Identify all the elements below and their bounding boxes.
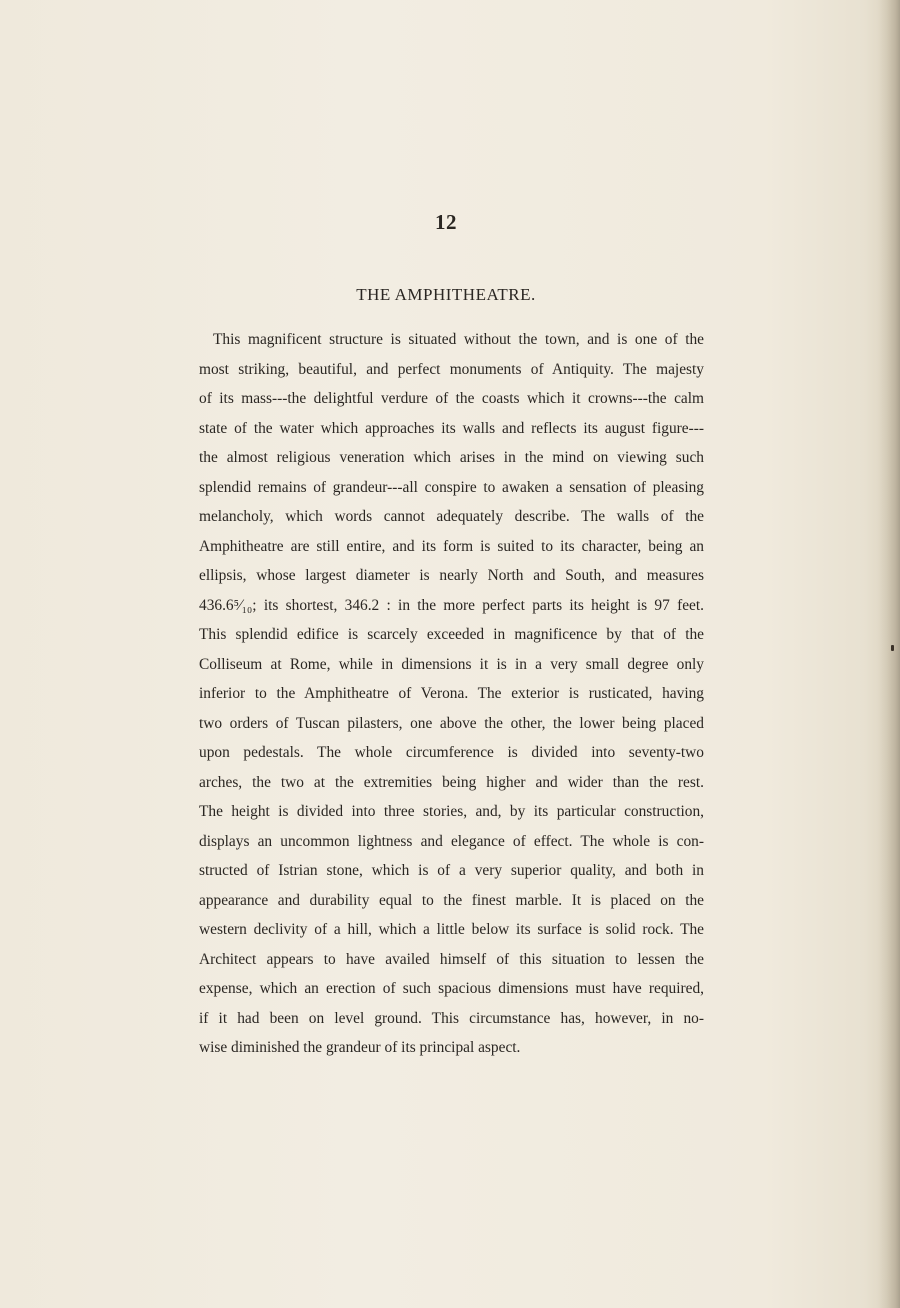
text-line: Amphitheatre are still entire, and its form is suited to its character, being an: [199, 537, 704, 555]
text-line: state of the water which approaches its walls and reflects its august figure---: [199, 419, 704, 437]
text-line: Architect appears to have availed himself of this situation to lessen the: [199, 950, 704, 968]
text-line: of its mass---the delightful verdure of the coasts which it crowns---the calm: [199, 390, 704, 407]
text-line: two orders of Tuscan pilasters, one above the other, the lower being placed: [199, 714, 704, 732]
text-line: western declivity of a hill, which a little below its surface is solid rock. The: [199, 921, 704, 938]
chapter-title: THE AMPHITHEATRE.: [356, 285, 536, 304]
text-line: The height is divided into three stories, and, by its particular construction,: [199, 803, 704, 820]
text-line: if it had been on level ground. This circumstance has, however, in no-: [199, 1009, 704, 1027]
text-line: expense, which an erection of such spacious dimensions must have required,: [199, 980, 704, 997]
text-line: melancholy, which words cannot adequately describe. The walls of the: [199, 508, 704, 525]
text-line: splendid remains of grandeur---all conspire to awaken a sensation of pleasing: [199, 478, 704, 496]
text-line: inferior to the Amphitheatre of Verona. The exterior is rusticated, having: [199, 685, 704, 702]
page-number: 12: [435, 210, 457, 234]
text-line: structed of Istrian stone, which is of a very superior quality, and both in: [199, 862, 704, 879]
text-line: This magnificent structure is situated without the town, and is one of the: [213, 331, 704, 348]
body-paragraph: [199, 325, 704, 1063]
text-line: most striking, beautiful, and perfect monuments of Antiquity. The majesty: [199, 360, 704, 378]
page-edge-mark: [891, 645, 894, 651]
text-line: This splendid edifice is scarcely exceeded in magnificence by that of the: [199, 626, 704, 643]
text-line: the almost religious veneration which arises in the mind on viewing such: [199, 449, 704, 466]
text-line: wise diminished the grandeur of its principal aspect.: [199, 1039, 521, 1056]
text-line: ellipsis, whose largest diameter is nearly North and South, and measures: [199, 567, 704, 584]
text-line: displays an uncommon lightness and elegance of effect. The whole is con-: [199, 832, 704, 850]
text-line: Colliseum at Rome, while in dimensions it is in a very small degree only: [199, 655, 704, 673]
text-line: appearance and durability equal to the finest marble. It is placed on the: [199, 891, 704, 909]
text-line: arches, the two at the extremities being higher and wider than the rest.: [199, 773, 704, 791]
page-edge-shadow: [878, 0, 900, 1308]
text-line: 436.6⁵⁄₁₀; its shortest, 346.2 : in the more perfect parts its height is 97 feet.: [199, 596, 704, 614]
text-line: upon pedestals. The whole circumference is divided into seventy-two: [199, 744, 704, 761]
